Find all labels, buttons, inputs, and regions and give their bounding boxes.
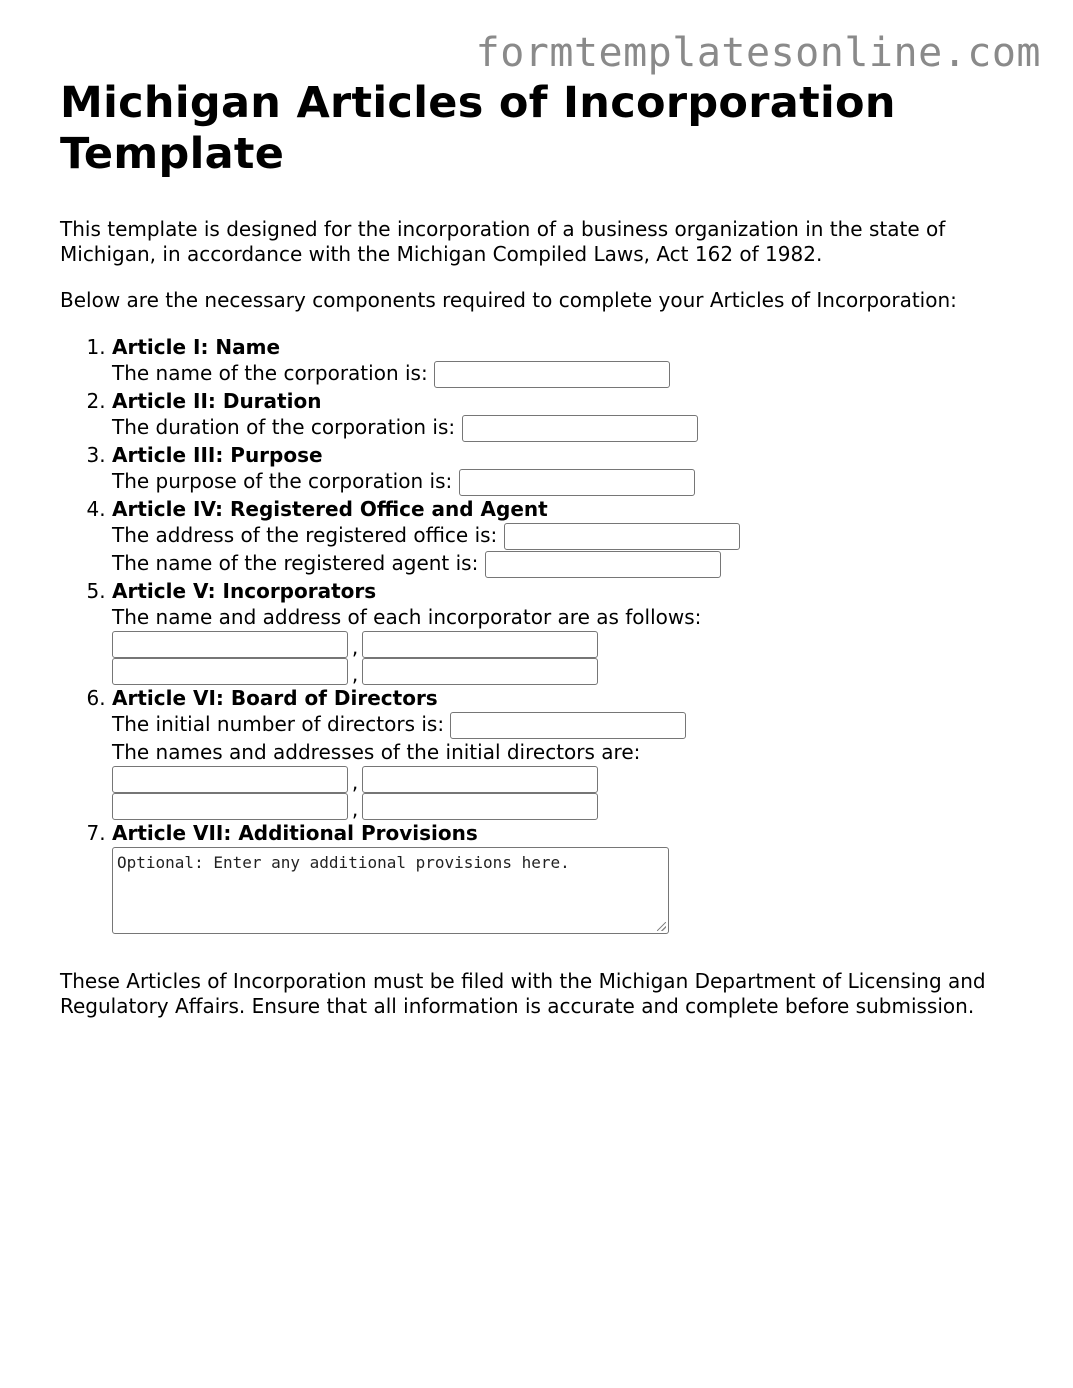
directors-number-input[interactable] xyxy=(450,712,686,739)
articles-list xyxy=(60,334,1020,934)
page-title: Michigan Articles of Incorporation Template xyxy=(60,78,896,179)
duration-input[interactable] xyxy=(462,415,698,442)
incorporator-2-address-input[interactable] xyxy=(362,658,598,685)
article-1 xyxy=(112,334,1020,388)
watermark: formtemplatesonline.com xyxy=(475,30,1041,76)
incorporator-2-name-input[interactable] xyxy=(112,658,348,685)
registered-office-input[interactable] xyxy=(504,523,740,550)
incorporators-label: The name and address of each incorporator are as follows: xyxy=(112,605,702,629)
purpose-input[interactable] xyxy=(459,469,695,496)
incorporator-row xyxy=(112,631,1020,658)
separator: , xyxy=(351,635,359,659)
registered-agent-input[interactable] xyxy=(485,551,721,578)
directors-number-label: The initial number of directors is: xyxy=(112,712,445,736)
article-2-title: 2. Article II: Duration xyxy=(112,389,322,413)
separator: , xyxy=(351,662,359,686)
article-7 xyxy=(112,820,1020,934)
article-2 xyxy=(112,388,1020,442)
incorporator-1-address-input[interactable] xyxy=(362,631,598,658)
document-body xyxy=(60,78,1020,1019)
duration-label: The duration of the corporation is: xyxy=(112,415,456,439)
registered-office-label: The address of the registered office is: xyxy=(112,523,498,547)
article-3 xyxy=(112,442,1020,496)
components-paragraph: Below are the necessary components required to complete your Articles of Incorporation: xyxy=(60,288,957,312)
resize-grip-icon[interactable] xyxy=(657,922,666,931)
director-1-address-input[interactable] xyxy=(362,766,598,793)
director-2-address-input[interactable] xyxy=(362,793,598,820)
directors-names-label: The names and addresses of the initial directors are: xyxy=(112,740,641,764)
corporation-name-label: The name of the corporation is: xyxy=(112,361,428,385)
director-row xyxy=(112,766,1020,793)
purpose-label: The purpose of the corporation is: xyxy=(112,469,453,493)
registered-agent-label: The name of the registered agent is: xyxy=(112,551,479,575)
incorporator-1-name-input[interactable] xyxy=(112,631,348,658)
director-1-name-input[interactable] xyxy=(112,766,348,793)
article-7-title: 7. Article VII: Additional Provisions xyxy=(112,821,478,845)
intro-paragraph: This template is designed for the incorporation of a business organization in the state of Michigan, in accordance with the Michigan Compiled Laws, Act 162 of 1982. xyxy=(60,217,946,266)
additional-provisions-textarea[interactable] xyxy=(112,847,669,934)
director-2-name-input[interactable] xyxy=(112,793,348,820)
additional-provisions-placeholder: Optional: Enter any additional provisions here. xyxy=(117,853,570,872)
article-1-title: 1. Article I: Name xyxy=(112,335,281,359)
footer-paragraph: These Articles of Incorporation must be filed with the Michigan Department of Licensing and Regulatory Affairs. Ensure that all information is accurate and complete before submission. xyxy=(60,969,986,1018)
corporation-name-input[interactable] xyxy=(434,361,670,388)
director-row xyxy=(112,793,1020,820)
article-6 xyxy=(112,685,1020,820)
article-4-title: 4. Article IV: Registered Office and Agent xyxy=(112,497,548,521)
separator: , xyxy=(351,797,359,821)
article-3-title: 3. Article III: Purpose xyxy=(112,443,323,467)
incorporator-row xyxy=(112,658,1020,685)
article-5 xyxy=(112,578,1020,685)
article-4 xyxy=(112,496,1020,578)
article-6-title: 6. Article VI: Board of Directors xyxy=(112,686,438,710)
article-5-title: 5. Article V: Incorporators xyxy=(112,579,377,603)
separator: , xyxy=(351,770,359,794)
